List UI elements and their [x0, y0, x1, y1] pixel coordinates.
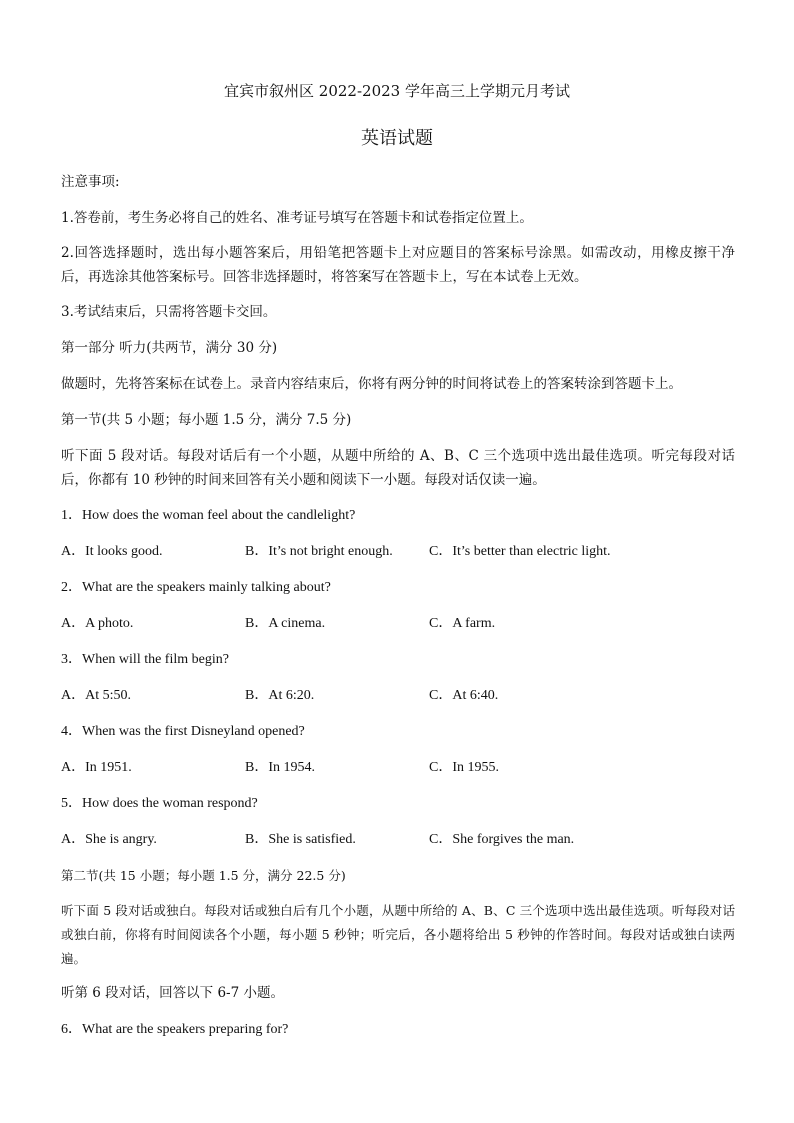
- notes-item-2: 2.回答选择题时，选出每小题答案后，用铅笔把答题卡上对应题目的答案标号涂黑。如需改动，用橡皮擦干净后，再选涂其他答案标号。回答非选择题时，将答案写在答题卡上，写在本试卷上无效。: [61, 245, 735, 285]
- question-4-option-b: B．In 1954.: [245, 760, 315, 775]
- question-1-stem: 1．How does the woman feel about the candlelight?: [61, 508, 356, 523]
- question-2-option-c: C．A farm.: [429, 616, 496, 631]
- part1-instruction: 做题时，先将答案标在试卷上。录音内容结束后，你将有两分钟的时间将试卷上的答案转涂到答题卡上。: [61, 376, 682, 392]
- question-4-stem: 4．When was the first Disneyland opened?: [61, 724, 305, 739]
- question-3-option-c: C．At 6:40.: [429, 688, 499, 703]
- section2-instruction: 听下面 5 段对话或独白。每段对话或独白后有几个小题，从题中所给的 A、B、C 三个选项中选出最佳选项。听每段对话或独白前，你将有时间阅读各个小题，每小题 5 秒钟；听完后，各小题将给出 5 秒钟的作答时间。每段对话或独白读两遍。: [61, 903, 735, 966]
- question-5-option-a: A．She is angry.: [61, 832, 157, 847]
- exam-title: 宜宾市叙州区 2022-2023 学年高三上学期元月考试: [224, 82, 570, 100]
- question-1-option-b: B．It’s not bright enough.: [245, 544, 393, 559]
- question-3-option-a: A．At 5:50.: [61, 688, 131, 703]
- question-5-stem: 5．How does the woman respond?: [61, 796, 258, 811]
- notes-item-3: 3.考试结束后，只需将答题卡交回。: [61, 304, 277, 320]
- section1-instruction: 听下面 5 段对话。每段对话后有一个小题，从题中所给的 A、B、C 三个选项中选出最佳选项。听完每段对话后，你都有 10 秒钟的时间来回答有关小题和阅读下一小题。每段对话仅读一遍。: [61, 448, 735, 488]
- dialog-6-instruction: 听第 6 段对话，回答以下 6-7 小题。: [61, 985, 284, 1001]
- question-6-stem: 6．What are the speakers preparing for?: [61, 1022, 289, 1037]
- question-2-stem: 2．What are the speakers mainly talking about?: [61, 580, 331, 595]
- question-5-option-b: B．She is satisfied.: [245, 832, 356, 847]
- question-2-option-b: B．A cinema.: [245, 616, 326, 631]
- question-1-option-c: C．It’s better than electric light.: [429, 544, 611, 559]
- exam-subject-title: 英语试题: [361, 128, 433, 149]
- question-4-option-a: A．In 1951.: [61, 760, 132, 775]
- notes-item-1: 1.答卷前，考生务必将自己的姓名、准考证号填写在答题卡和试卷指定位置上。: [61, 210, 533, 226]
- section2-heading: 第二节(共 15 小题；每小题 1.5 分，满分 22.5 分): [61, 868, 346, 883]
- notes-heading: 注意事项:: [61, 174, 120, 190]
- part1-heading: 第一部分 听力(共两节，满分 30 分): [61, 340, 278, 356]
- section1-heading: 第一节(共 5 小题；每小题 1.5 分，满分 7.5 分): [61, 412, 352, 428]
- question-5-option-c: C．She forgives the man.: [429, 832, 575, 847]
- question-1-option-a: A．It looks good.: [61, 544, 163, 559]
- question-3-option-b: B．At 6:20.: [245, 688, 315, 703]
- question-4-option-c: C．In 1955.: [429, 760, 499, 775]
- question-2-option-a: A．A photo.: [61, 616, 134, 631]
- question-3-stem: 3．When will the film begin?: [61, 652, 229, 667]
